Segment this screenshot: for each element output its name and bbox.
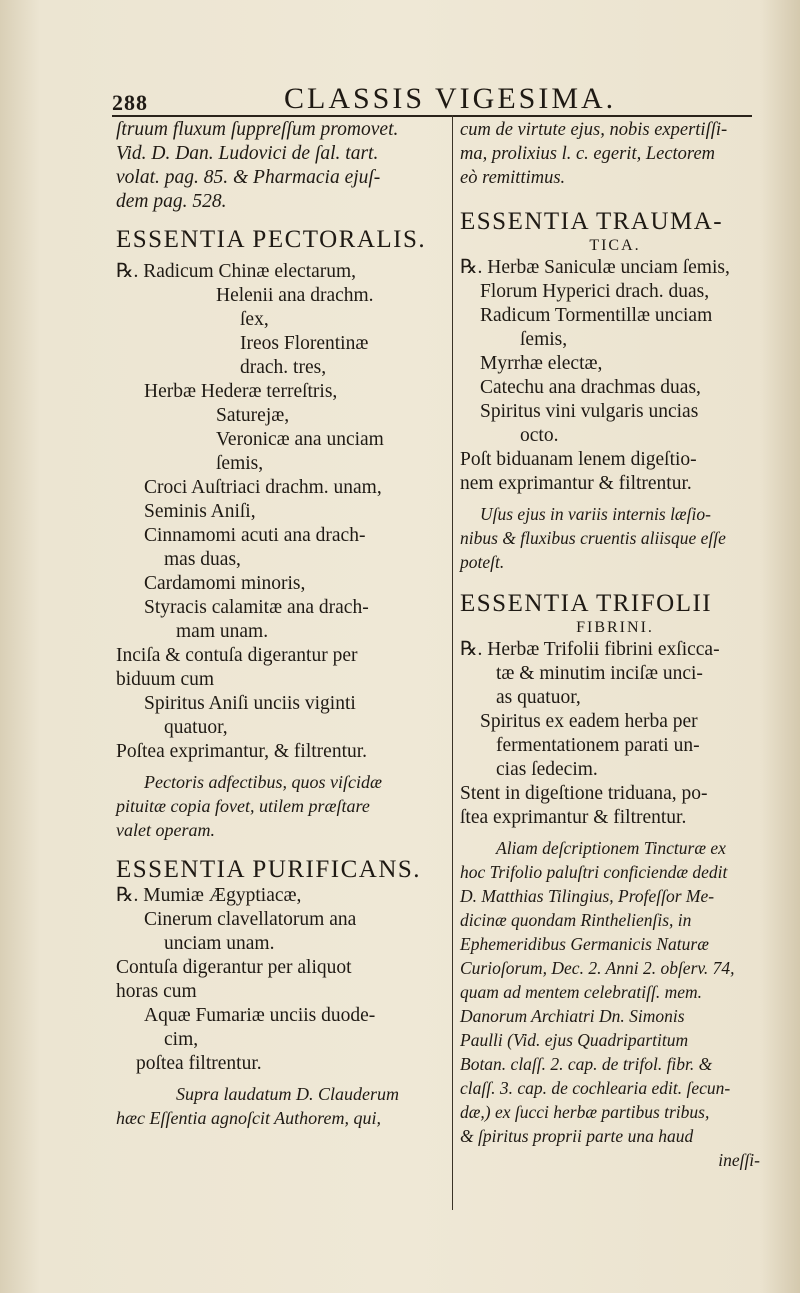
note-line: valet operam. (116, 820, 215, 840)
recipe-line: ſex, (240, 309, 269, 330)
note-line: Curioſorum, Dec. 2. Anni 2. obſerv. 74, (460, 958, 735, 978)
recipe-line: Saturejæ, (216, 405, 290, 426)
recipe-line: drach. tres, (240, 357, 327, 378)
note-line: hæc Eſſentia agnoſcit Authorem, qui, (116, 1108, 381, 1128)
note-line: hoc Trifolio paluſtri conficiendæ dedit (460, 862, 728, 882)
note-line: poteſt. (460, 552, 505, 572)
text-line: ſtruum fluxum ſuppreſſum promovet. (116, 119, 399, 140)
recipe-line: cim, (164, 1029, 199, 1050)
note-line: dicinæ quondam Rinthelienſis, in (460, 910, 692, 930)
recipe-line: ſemis, (520, 329, 568, 350)
running-title: CLASSIS VIGESIMA. (284, 82, 617, 115)
section-heading-purificans: ESSENTIA PURIFICANS. (116, 856, 422, 883)
recipe-line: Veronicæ ana unciam (216, 429, 384, 450)
recipe-line: Spiritus ex eadem herba per (480, 711, 698, 732)
text-line: Vid. D. Dan. Ludovici de ſal. tart. (116, 143, 379, 164)
recipe-line: Seminis Aniſi, (144, 501, 256, 522)
note-line: D. Matthias Tilingius, Profeſſor Me- (460, 886, 715, 906)
note-line: Pectoris adfectibus, quos viſcidæ (144, 772, 382, 792)
recipe-line: ſtea exprimantur & filtrentur. (460, 807, 687, 828)
recipe-line: octo. (520, 425, 559, 446)
note-line: Botan. claſſ. 2. cap. de trifol. fibr. & (460, 1054, 713, 1074)
recipe-line: Poſtea exprimantur, & filtrentur. (116, 741, 368, 762)
note-line: quam ad mentem celebratiſſ. mem. (460, 982, 703, 1002)
recipe-line: tæ & minutim inciſæ unci- (496, 663, 703, 684)
page-number: 288 (112, 90, 148, 115)
recipe-line: Aquæ Fumariæ unciis duode- (144, 1005, 376, 1026)
recipe-line: Herbæ Hederæ terreſtris, (144, 381, 338, 402)
recipe-line: ℞. Herbæ Saniculæ unciam ſemis, (460, 257, 730, 278)
recipe-line: Cinnamomi acuti ana drach- (144, 525, 366, 546)
recipe-line: Stent in digeſtione triduana, po- (460, 783, 708, 804)
recipe-line: mas duas, (164, 549, 241, 570)
note-line: Danorum Archiatri Dn. Simonis (460, 1006, 685, 1026)
recipe-line: unciam unam. (164, 933, 275, 954)
recipe-line: biduum cum (116, 669, 215, 690)
text-line: cum de virtute ejus, nobis expertiſſi- (460, 120, 728, 140)
recipe-line: Spiritus vini vulgaris uncias (480, 401, 699, 422)
section-heading-trifolii: ESSENTIA TRIFOLII (460, 590, 713, 617)
note-line: Paulli (Vid. ejus Quadripartitum (460, 1030, 689, 1050)
recipe-line: ſemis, (216, 453, 264, 474)
recipe-line: Cinerum clavellatorum ana (144, 909, 357, 930)
note-line: Aliam deſcriptionem Tincturæ ex (496, 838, 726, 858)
recipe-line: nem exprimantur & filtrentur. (460, 473, 692, 494)
recipe-line: fermentationem parati un- (496, 735, 700, 756)
section-heading-traumatica: ESSENTIA TRAUMA- (460, 208, 724, 235)
recipe-line: Contuſa digerantur per aliquot (116, 957, 352, 978)
note-line: Supra laudatum D. Clauderum (176, 1084, 400, 1104)
note-line: nibus & fluxibus cruentis aliisque eſſe (460, 528, 726, 548)
recipe-line: as quatuor, (496, 687, 581, 708)
page-header (112, 82, 752, 116)
note-line: & ſpiritus proprii parte una haud (460, 1126, 694, 1146)
catchword: ineſſi- (718, 1150, 760, 1170)
text-line: volat. pag. 85. & Pharmacia ejuſ- (116, 167, 381, 188)
recipe-line: poſtea filtrentur. (136, 1053, 262, 1074)
recipe-line: quatuor, (164, 717, 228, 738)
recipe-line: Radicum Tormentillæ unciam (480, 305, 713, 326)
recipe-line: Florum Hyperici drach. duas, (480, 281, 710, 302)
section-heading-pectoralis: ESSENTIA PECTORALIS. (116, 226, 427, 253)
right-column (460, 118, 770, 1172)
recipe-line: Myrrhæ electæ, (480, 353, 603, 374)
header-rule (112, 115, 752, 117)
recipe-line: ℞. Herbæ Trifolii fibrini exſicca- (460, 639, 720, 660)
note-line: dæ,) ex ſucci herbæ partibus tribus, (460, 1102, 710, 1122)
section-subheading: FIBRINI. (576, 619, 654, 636)
section-subheading: TICA. (589, 237, 641, 254)
note-line: Uſus ejus in variis internis læſio- (480, 504, 711, 524)
text-line: eò remittimus. (460, 168, 566, 188)
recipe-line: Ireos Florentinæ (240, 333, 369, 354)
recipe-line: ℞. Radicum Chinæ electarum, (116, 261, 357, 282)
note-line: pituitæ copia fovet, utilem præſtare (116, 796, 370, 816)
recipe-line: Croci Auſtriaci drachm. unam, (144, 477, 382, 498)
note-line: Ephemeridibus Germanicis Naturæ (460, 934, 709, 954)
recipe-line: Catechu ana drachmas duas, (480, 377, 701, 398)
recipe-line: Styracis calamitæ ana drach- (144, 597, 369, 618)
text-line: dem pag. 528. (116, 191, 227, 212)
left-column (116, 118, 446, 1130)
recipe-line: Helenii ana drachm. (216, 285, 374, 306)
text-line: ma, prolixius l. c. egerit, Lectorem (460, 144, 716, 164)
column-divider (452, 115, 453, 1210)
recipe-line: Poſt biduanam lenem digeſtio- (460, 449, 697, 470)
recipe-line: Inciſa & contuſa digerantur per (116, 645, 358, 666)
recipe-line: horas cum (116, 981, 197, 1002)
note-line: claſſ. 3. cap. de cochlearia edit. ſecun- (460, 1078, 731, 1098)
recipe-line: mam unam. (176, 621, 269, 642)
recipe-line: Cardamomi minoris, (144, 573, 306, 594)
recipe-line: ℞. Mumiæ Ægyptiacæ, (116, 885, 302, 906)
recipe-line: Spiritus Aniſi unciis viginti (144, 693, 356, 714)
recipe-line: cias ſedecim. (496, 759, 598, 780)
